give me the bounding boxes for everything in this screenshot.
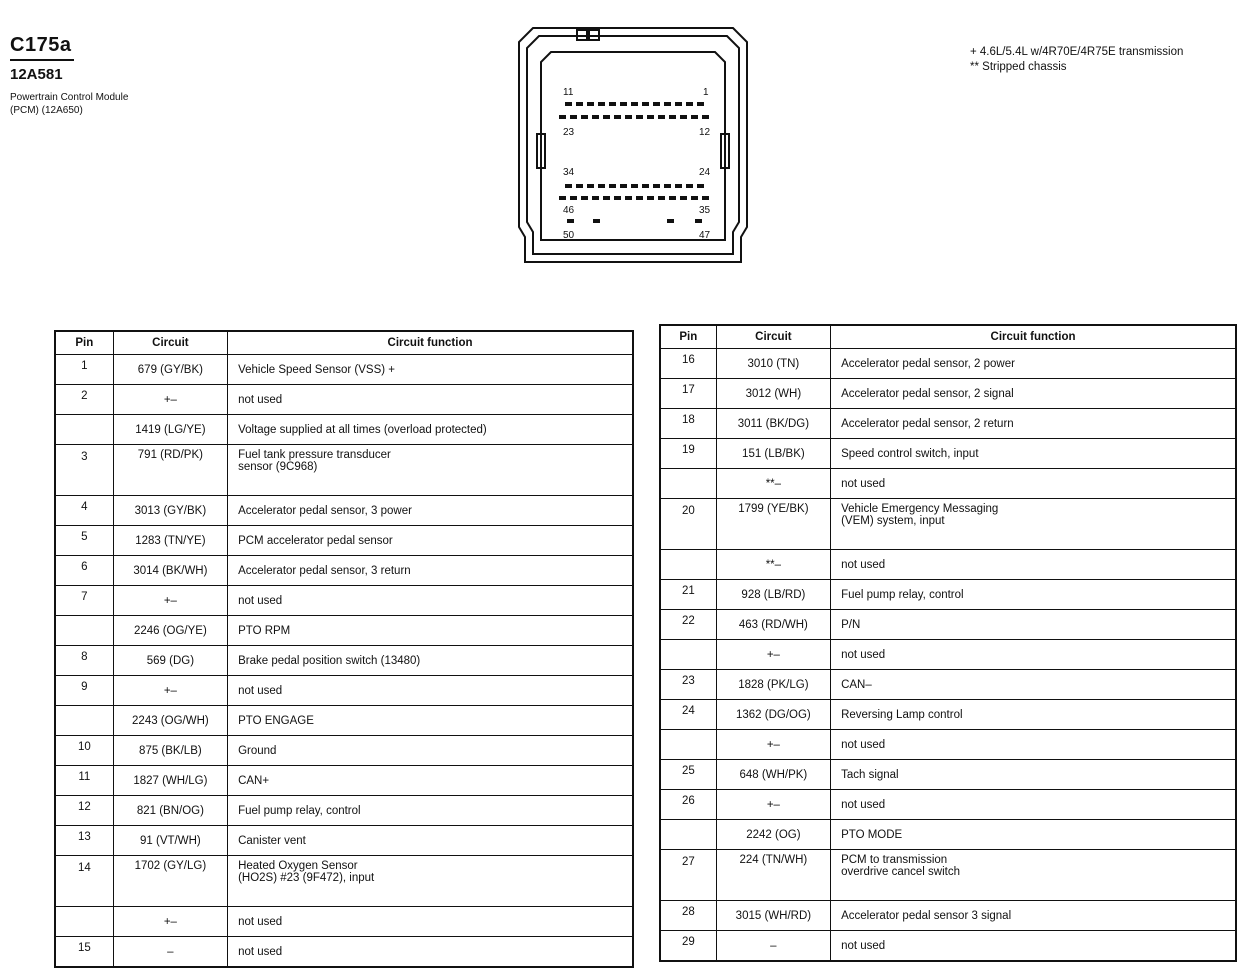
column-header-function: Circuit function <box>228 331 633 355</box>
table-row <box>660 499 1236 550</box>
pin-row-4 <box>559 196 709 200</box>
circuit-cell: 1362 (DG/OG) <box>716 700 830 730</box>
pin-number-cell: 15 <box>55 937 113 968</box>
function-text: Reversing Lamp control <box>841 708 963 721</box>
circuit-cell: 3011 (BK/DG) <box>716 409 830 439</box>
function-text: not used <box>238 945 283 958</box>
table-row <box>55 706 633 736</box>
pin-number-cell: 11 <box>55 766 113 796</box>
connector-inner-shell <box>527 36 739 254</box>
pin-number-cell: 7 <box>55 586 113 616</box>
pin-label: 23 <box>563 127 575 138</box>
table-row <box>660 379 1236 409</box>
table-row <box>55 646 633 676</box>
pinout-table-right <box>659 324 1237 962</box>
function-cell <box>228 706 633 736</box>
pin-number-cell: 12 <box>55 796 113 826</box>
table-row <box>660 790 1236 820</box>
function-cell <box>228 937 633 968</box>
table-row <box>55 766 633 796</box>
function-text: not used <box>841 738 886 751</box>
column-header-circuit: Circuit <box>716 325 830 349</box>
column-header-pin: Pin <box>660 325 716 349</box>
circuit-cell: **– <box>716 550 830 580</box>
pinout-rows-left <box>55 355 633 968</box>
function-text: Accelerator pedal sensor, 2 signal <box>841 387 1014 400</box>
function-text-line-2: sensor (9C968) <box>238 461 318 473</box>
function-cell <box>831 550 1236 580</box>
circuit-cell: 3012 (WH) <box>716 379 830 409</box>
function-cell <box>831 901 1236 931</box>
pinout-table-left <box>54 330 634 968</box>
pin-row-5 <box>567 219 702 223</box>
circuit-cell: 2242 (OG) <box>716 820 830 850</box>
function-text: Voltage supplied at all times (overload protected) <box>238 423 487 436</box>
function-text: Accelerator pedal sensor, 3 power <box>238 504 412 517</box>
pin-number-cell: 14 <box>55 856 113 907</box>
table-row <box>55 415 633 445</box>
pin-number-cell: 20 <box>660 499 716 550</box>
pin-number-cell: 6 <box>55 556 113 586</box>
circuit-cell: +– <box>113 907 227 937</box>
footnotes <box>970 45 1183 75</box>
circuit-cell: 1419 (LG/YE) <box>113 415 227 445</box>
connector-description <box>10 91 128 117</box>
circuit-cell: 648 (WH/PK) <box>716 760 830 790</box>
pin-label: 47 <box>699 230 711 241</box>
table-row <box>55 937 633 968</box>
table-row <box>55 676 633 706</box>
function-cell <box>831 730 1236 760</box>
circuit-cell: 224 (TN/WH) <box>716 850 830 901</box>
pin-label: 12 <box>699 127 711 138</box>
table-row <box>660 700 1236 730</box>
function-cell <box>831 499 1236 550</box>
function-cell <box>831 790 1236 820</box>
table-row <box>55 736 633 766</box>
pin-number-cell: 24 <box>660 700 716 730</box>
description-line-1: Powertrain Control Module <box>10 92 129 103</box>
pin-row-2 <box>559 115 709 119</box>
function-text: not used <box>841 798 886 811</box>
function-cell <box>228 826 633 856</box>
column-header-circuit: Circuit <box>113 331 227 355</box>
circuit-cell: **– <box>716 469 830 499</box>
table-row <box>55 385 633 415</box>
pin-label: 50 <box>563 230 575 241</box>
function-cell <box>228 445 633 496</box>
circuit-cell: 2243 (OG/WH) <box>113 706 227 736</box>
circuit-cell: 1828 (PK/LG) <box>716 670 830 700</box>
function-cell <box>831 760 1236 790</box>
function-text: Canister vent <box>238 834 306 847</box>
header-rule <box>10 59 74 61</box>
table-header-row <box>55 331 633 355</box>
function-cell <box>831 469 1236 499</box>
function-cell <box>228 646 633 676</box>
table-row <box>55 856 633 907</box>
table-row <box>55 496 633 526</box>
table-row <box>660 349 1236 379</box>
part-number: 12A581 <box>10 66 63 83</box>
function-cell <box>831 670 1236 700</box>
function-text: P/N <box>841 618 861 631</box>
pin-number-cell: 2 <box>55 385 113 415</box>
pin-number-cell <box>55 706 113 736</box>
function-text: Brake pedal position switch (13480) <box>238 654 421 667</box>
pin-number-cell: 18 <box>660 409 716 439</box>
function-cell <box>831 700 1236 730</box>
circuit-cell: 791 (RD/PK) <box>113 445 227 496</box>
circuit-cell: 3014 (BK/WH) <box>113 556 227 586</box>
function-text-line-2: (VEM) system, input <box>841 515 945 527</box>
function-text: Heated Oxygen Sensor <box>238 860 358 872</box>
pin-number-cell <box>55 415 113 445</box>
function-cell <box>228 415 633 445</box>
function-cell <box>228 496 633 526</box>
circuit-cell: +– <box>113 676 227 706</box>
function-text: Tach signal <box>841 768 899 781</box>
function-text: not used <box>841 648 886 661</box>
pin-number-cell: 22 <box>660 610 716 640</box>
circuit-cell: 1283 (TN/YE) <box>113 526 227 556</box>
table-row <box>55 796 633 826</box>
function-text: PTO RPM <box>238 624 291 637</box>
function-text-line-2: overdrive cancel switch <box>841 866 960 878</box>
function-text: not used <box>841 558 886 571</box>
pin-number-cell <box>55 616 113 646</box>
function-text: Fuel tank pressure transducer <box>238 449 391 461</box>
circuit-cell: – <box>716 931 830 962</box>
function-text: Fuel pump relay, control <box>841 588 964 601</box>
function-text: Vehicle Emergency Messaging <box>841 503 999 515</box>
table-row <box>660 409 1236 439</box>
pin-number-cell: 19 <box>660 439 716 469</box>
circuit-cell: 2246 (OG/YE) <box>113 616 227 646</box>
table-row <box>660 550 1236 580</box>
pin-number-cell: 8 <box>55 646 113 676</box>
pin-number-cell: 21 <box>660 580 716 610</box>
pin-number-cell: 17 <box>660 379 716 409</box>
table-header-row <box>660 325 1236 349</box>
function-text: CAN– <box>841 678 872 691</box>
pin-label: 1 <box>703 87 709 98</box>
circuit-cell: 3013 (GY/BK) <box>113 496 227 526</box>
table-row <box>660 931 1236 962</box>
pin-number-cell: 1 <box>55 355 113 385</box>
pin-number-cell: 10 <box>55 736 113 766</box>
pin-number-cell: 5 <box>55 526 113 556</box>
circuit-cell: 928 (LB/RD) <box>716 580 830 610</box>
circuit-cell: 3015 (WH/RD) <box>716 901 830 931</box>
pin-number-cell <box>660 550 716 580</box>
function-text: Accelerator pedal sensor, 2 power <box>841 357 1015 370</box>
pin-number-cell <box>55 907 113 937</box>
connector-header <box>10 34 128 117</box>
function-text: PCM accelerator pedal sensor <box>238 534 393 547</box>
function-text: Vehicle Speed Sensor (VSS) + <box>238 363 396 376</box>
function-cell <box>831 610 1236 640</box>
table-row <box>55 445 633 496</box>
column-header-function: Circuit function <box>831 325 1236 349</box>
function-text: PTO MODE <box>841 828 903 841</box>
pin-number-cell: 4 <box>55 496 113 526</box>
function-text: PTO ENGAGE <box>238 714 314 727</box>
pin-number-cell: 9 <box>55 676 113 706</box>
pin-number-cell: 3 <box>55 445 113 496</box>
pin-label: 24 <box>699 167 711 178</box>
table-row <box>660 730 1236 760</box>
pinout-rows-right <box>660 349 1236 962</box>
function-cell <box>831 580 1236 610</box>
function-text: Ground <box>238 744 277 757</box>
function-cell <box>228 766 633 796</box>
pin-number-cell <box>660 469 716 499</box>
function-text: not used <box>238 594 283 607</box>
pin-row-1 <box>565 102 704 106</box>
table-row <box>55 355 633 385</box>
connector-outer-shell <box>519 28 747 262</box>
pin-number-cell: 27 <box>660 850 716 901</box>
circuit-cell: 569 (DG) <box>113 646 227 676</box>
function-cell <box>228 676 633 706</box>
pin-number-cell: 28 <box>660 901 716 931</box>
table-row <box>660 670 1236 700</box>
function-cell <box>228 796 633 826</box>
function-text: not used <box>238 915 283 928</box>
circuit-cell: 151 (LB/BK) <box>716 439 830 469</box>
circuit-cell: 3010 (TN) <box>716 349 830 379</box>
function-cell <box>228 355 633 385</box>
pin-row-3 <box>565 184 704 188</box>
table-row <box>55 616 633 646</box>
circuit-cell: – <box>113 937 227 968</box>
circuit-cell: 1827 (WH/LG) <box>113 766 227 796</box>
pin-number-cell: 25 <box>660 760 716 790</box>
function-text: not used <box>238 684 283 697</box>
circuit-cell: 1799 (YE/BK) <box>716 499 830 550</box>
circuit-cell: +– <box>716 730 830 760</box>
function-text: not used <box>841 939 886 952</box>
circuit-cell: 1702 (GY/LG) <box>113 856 227 907</box>
function-text: CAN+ <box>238 774 270 787</box>
function-text: PCM to transmission <box>841 854 948 866</box>
connector-face-diagram <box>515 22 751 272</box>
pin-label: 11 <box>563 87 574 98</box>
function-cell <box>831 439 1236 469</box>
function-text: Accelerator pedal sensor 3 signal <box>841 909 1012 922</box>
function-cell <box>831 931 1236 962</box>
table-row <box>660 901 1236 931</box>
function-cell <box>228 586 633 616</box>
circuit-cell: 679 (GY/BK) <box>113 355 227 385</box>
function-text: Accelerator pedal sensor, 3 return <box>238 564 411 577</box>
function-cell <box>228 856 633 907</box>
function-text-line-2: (HO2S) #23 (9F472), input <box>238 872 375 884</box>
table-row <box>660 469 1236 499</box>
function-cell <box>228 526 633 556</box>
pin-number-cell: 16 <box>660 349 716 379</box>
circuit-cell: 91 (VT/WH) <box>113 826 227 856</box>
circuit-cell: +– <box>716 790 830 820</box>
pin-label: 46 <box>563 205 575 216</box>
connector-code: C175a <box>10 34 72 56</box>
function-cell <box>228 616 633 646</box>
function-text: not used <box>238 393 283 406</box>
table-row <box>55 586 633 616</box>
pin-number-cell: 26 <box>660 790 716 820</box>
table-row <box>660 850 1236 901</box>
function-cell <box>831 640 1236 670</box>
function-cell <box>831 349 1236 379</box>
table-row <box>660 760 1236 790</box>
pin-number-cell: 13 <box>55 826 113 856</box>
circuit-cell: +– <box>113 586 227 616</box>
pin-label: 35 <box>699 205 711 216</box>
table-row <box>55 826 633 856</box>
circuit-cell: 463 (RD/WH) <box>716 610 830 640</box>
function-text: Accelerator pedal sensor, 2 return <box>841 417 1014 430</box>
pin-number-cell <box>660 730 716 760</box>
function-cell <box>831 379 1236 409</box>
table-row <box>660 439 1236 469</box>
table-row <box>660 610 1236 640</box>
pin-number-cell <box>660 640 716 670</box>
circuit-cell: 875 (BK/LB) <box>113 736 227 766</box>
circuit-cell: +– <box>716 640 830 670</box>
table-row <box>55 526 633 556</box>
pin-label: 34 <box>563 167 575 178</box>
table-row <box>660 640 1236 670</box>
pin-number-cell: 29 <box>660 931 716 962</box>
table-row <box>660 820 1236 850</box>
circuit-cell: 821 (BN/OG) <box>113 796 227 826</box>
note-transmission: + 4.6L/5.4L w/4R70E/4R75E transmission <box>970 46 1184 58</box>
description-line-2: (PCM) (12A650) <box>10 105 83 116</box>
function-cell <box>228 385 633 415</box>
table-row <box>660 580 1236 610</box>
table-row <box>55 556 633 586</box>
function-cell <box>228 907 633 937</box>
function-cell <box>831 820 1236 850</box>
circuit-cell: +– <box>113 385 227 415</box>
pin-number-cell: 23 <box>660 670 716 700</box>
function-cell <box>228 736 633 766</box>
function-text: not used <box>841 477 886 490</box>
function-text: Speed control switch, input <box>841 447 979 460</box>
column-header-pin: Pin <box>55 331 113 355</box>
function-text: Fuel pump relay, control <box>238 804 361 817</box>
function-cell <box>228 556 633 586</box>
note-stripped-chassis: ** Stripped chassis <box>970 61 1067 73</box>
function-cell <box>831 409 1236 439</box>
pin-number-cell <box>660 820 716 850</box>
function-cell <box>831 850 1236 901</box>
table-row <box>55 907 633 937</box>
